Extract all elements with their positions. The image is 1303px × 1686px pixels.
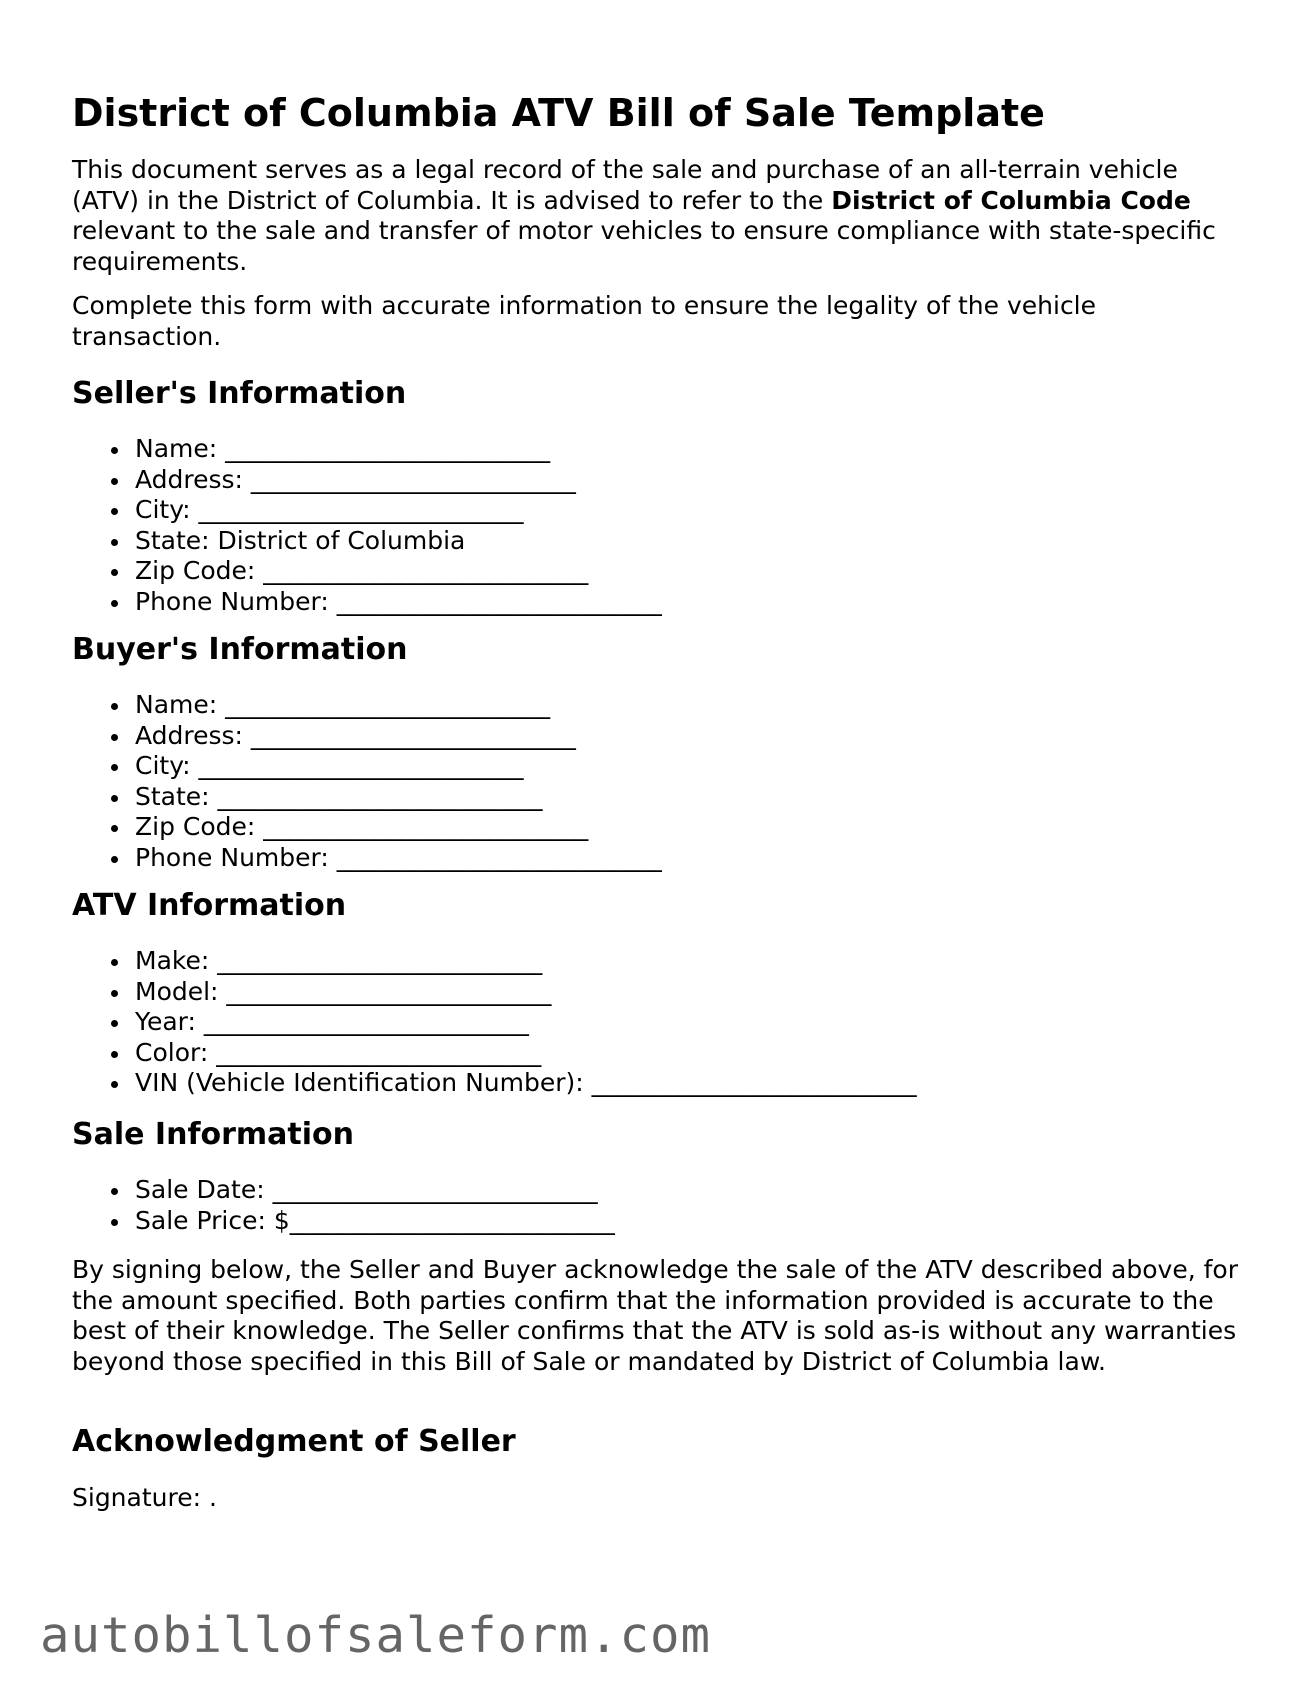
seller-acknowledgment-heading: Acknowledgment of Seller bbox=[72, 1424, 516, 1459]
seller-signature-field[interactable]: Signature: . bbox=[72, 1483, 217, 1512]
buyer-zip-field[interactable]: Zip Code: __________________________ bbox=[135, 812, 662, 843]
seller-city-field[interactable]: City: __________________________ bbox=[135, 495, 662, 526]
dc-code-reference: District of Columbia Code bbox=[831, 185, 1191, 215]
buyer-heading: Buyer's Information bbox=[72, 632, 408, 667]
seller-state-field: State: District of Columbia bbox=[135, 526, 662, 557]
intro-text-1: This document serves as a legal record of the sale and purchase of an all-terrain vehicle (ATV) in the District of Columbia. It is advised to refer to the bbox=[72, 155, 1178, 215]
buyer-city-field[interactable]: City: __________________________ bbox=[135, 751, 662, 782]
instruction-paragraph: Complete this form with accurate information to ensure the legality of the vehicle transaction. bbox=[72, 291, 1097, 351]
intro-paragraph bbox=[72, 155, 1242, 277]
atv-year-field[interactable]: Year: __________________________ bbox=[135, 1007, 917, 1038]
atv-heading: ATV Information bbox=[72, 888, 347, 923]
buyer-fields-list bbox=[72, 690, 662, 873]
seller-name-field[interactable]: Name: __________________________ bbox=[135, 434, 662, 465]
intro-text-2: relevant to the sale and transfer of motor vehicles to ensure compliance with state-specific requirements. bbox=[72, 216, 1216, 276]
atv-make-field[interactable]: Make: __________________________ bbox=[135, 946, 917, 977]
sale-price-field[interactable]: Sale Price: $__________________________ bbox=[135, 1205, 615, 1235]
sale-date-field[interactable]: Sale Date: __________________________ bbox=[135, 1175, 615, 1206]
buyer-state-field[interactable]: State: __________________________ bbox=[135, 782, 662, 813]
buyer-address-field[interactable]: Address: __________________________ bbox=[135, 721, 662, 752]
atv-vin-field[interactable]: VIN (Vehicle Identification Number): __________________________ bbox=[135, 1068, 917, 1097]
atv-color-field[interactable]: Color: __________________________ bbox=[135, 1038, 917, 1069]
sale-fields-list bbox=[72, 1175, 615, 1236]
atv-model-field[interactable]: Model: __________________________ bbox=[135, 977, 917, 1008]
seller-zip-field[interactable]: Zip Code: __________________________ bbox=[135, 556, 662, 587]
seller-fields-list bbox=[72, 434, 662, 617]
sale-heading: Sale Information bbox=[72, 1117, 354, 1152]
site-watermark: autobillofsaleform.com bbox=[40, 1607, 712, 1664]
buyer-phone-field[interactable]: Phone Number: __________________________ bbox=[135, 842, 662, 872]
buyer-name-field[interactable]: Name: __________________________ bbox=[135, 690, 662, 721]
seller-phone-field[interactable]: Phone Number: __________________________ bbox=[135, 586, 662, 616]
seller-heading: Seller's Information bbox=[72, 376, 407, 411]
seller-address-field[interactable]: Address: __________________________ bbox=[135, 465, 662, 496]
document-title: District of Columbia ATV Bill of Sale Template bbox=[72, 91, 1045, 135]
atv-fields-list bbox=[72, 946, 917, 1099]
acknowledgment-paragraph: By signing below, the Seller and Buyer acknowledge the sale of the ATV described above, for the amount specified. Both parties confirm that the information provided is accurate to the best of their knowledge. The Seller confirms that the ATV is sold as-is without any warranties beyond those specified in this Bill of Sale or mandated by District of Columbia law. bbox=[72, 1255, 1238, 1376]
